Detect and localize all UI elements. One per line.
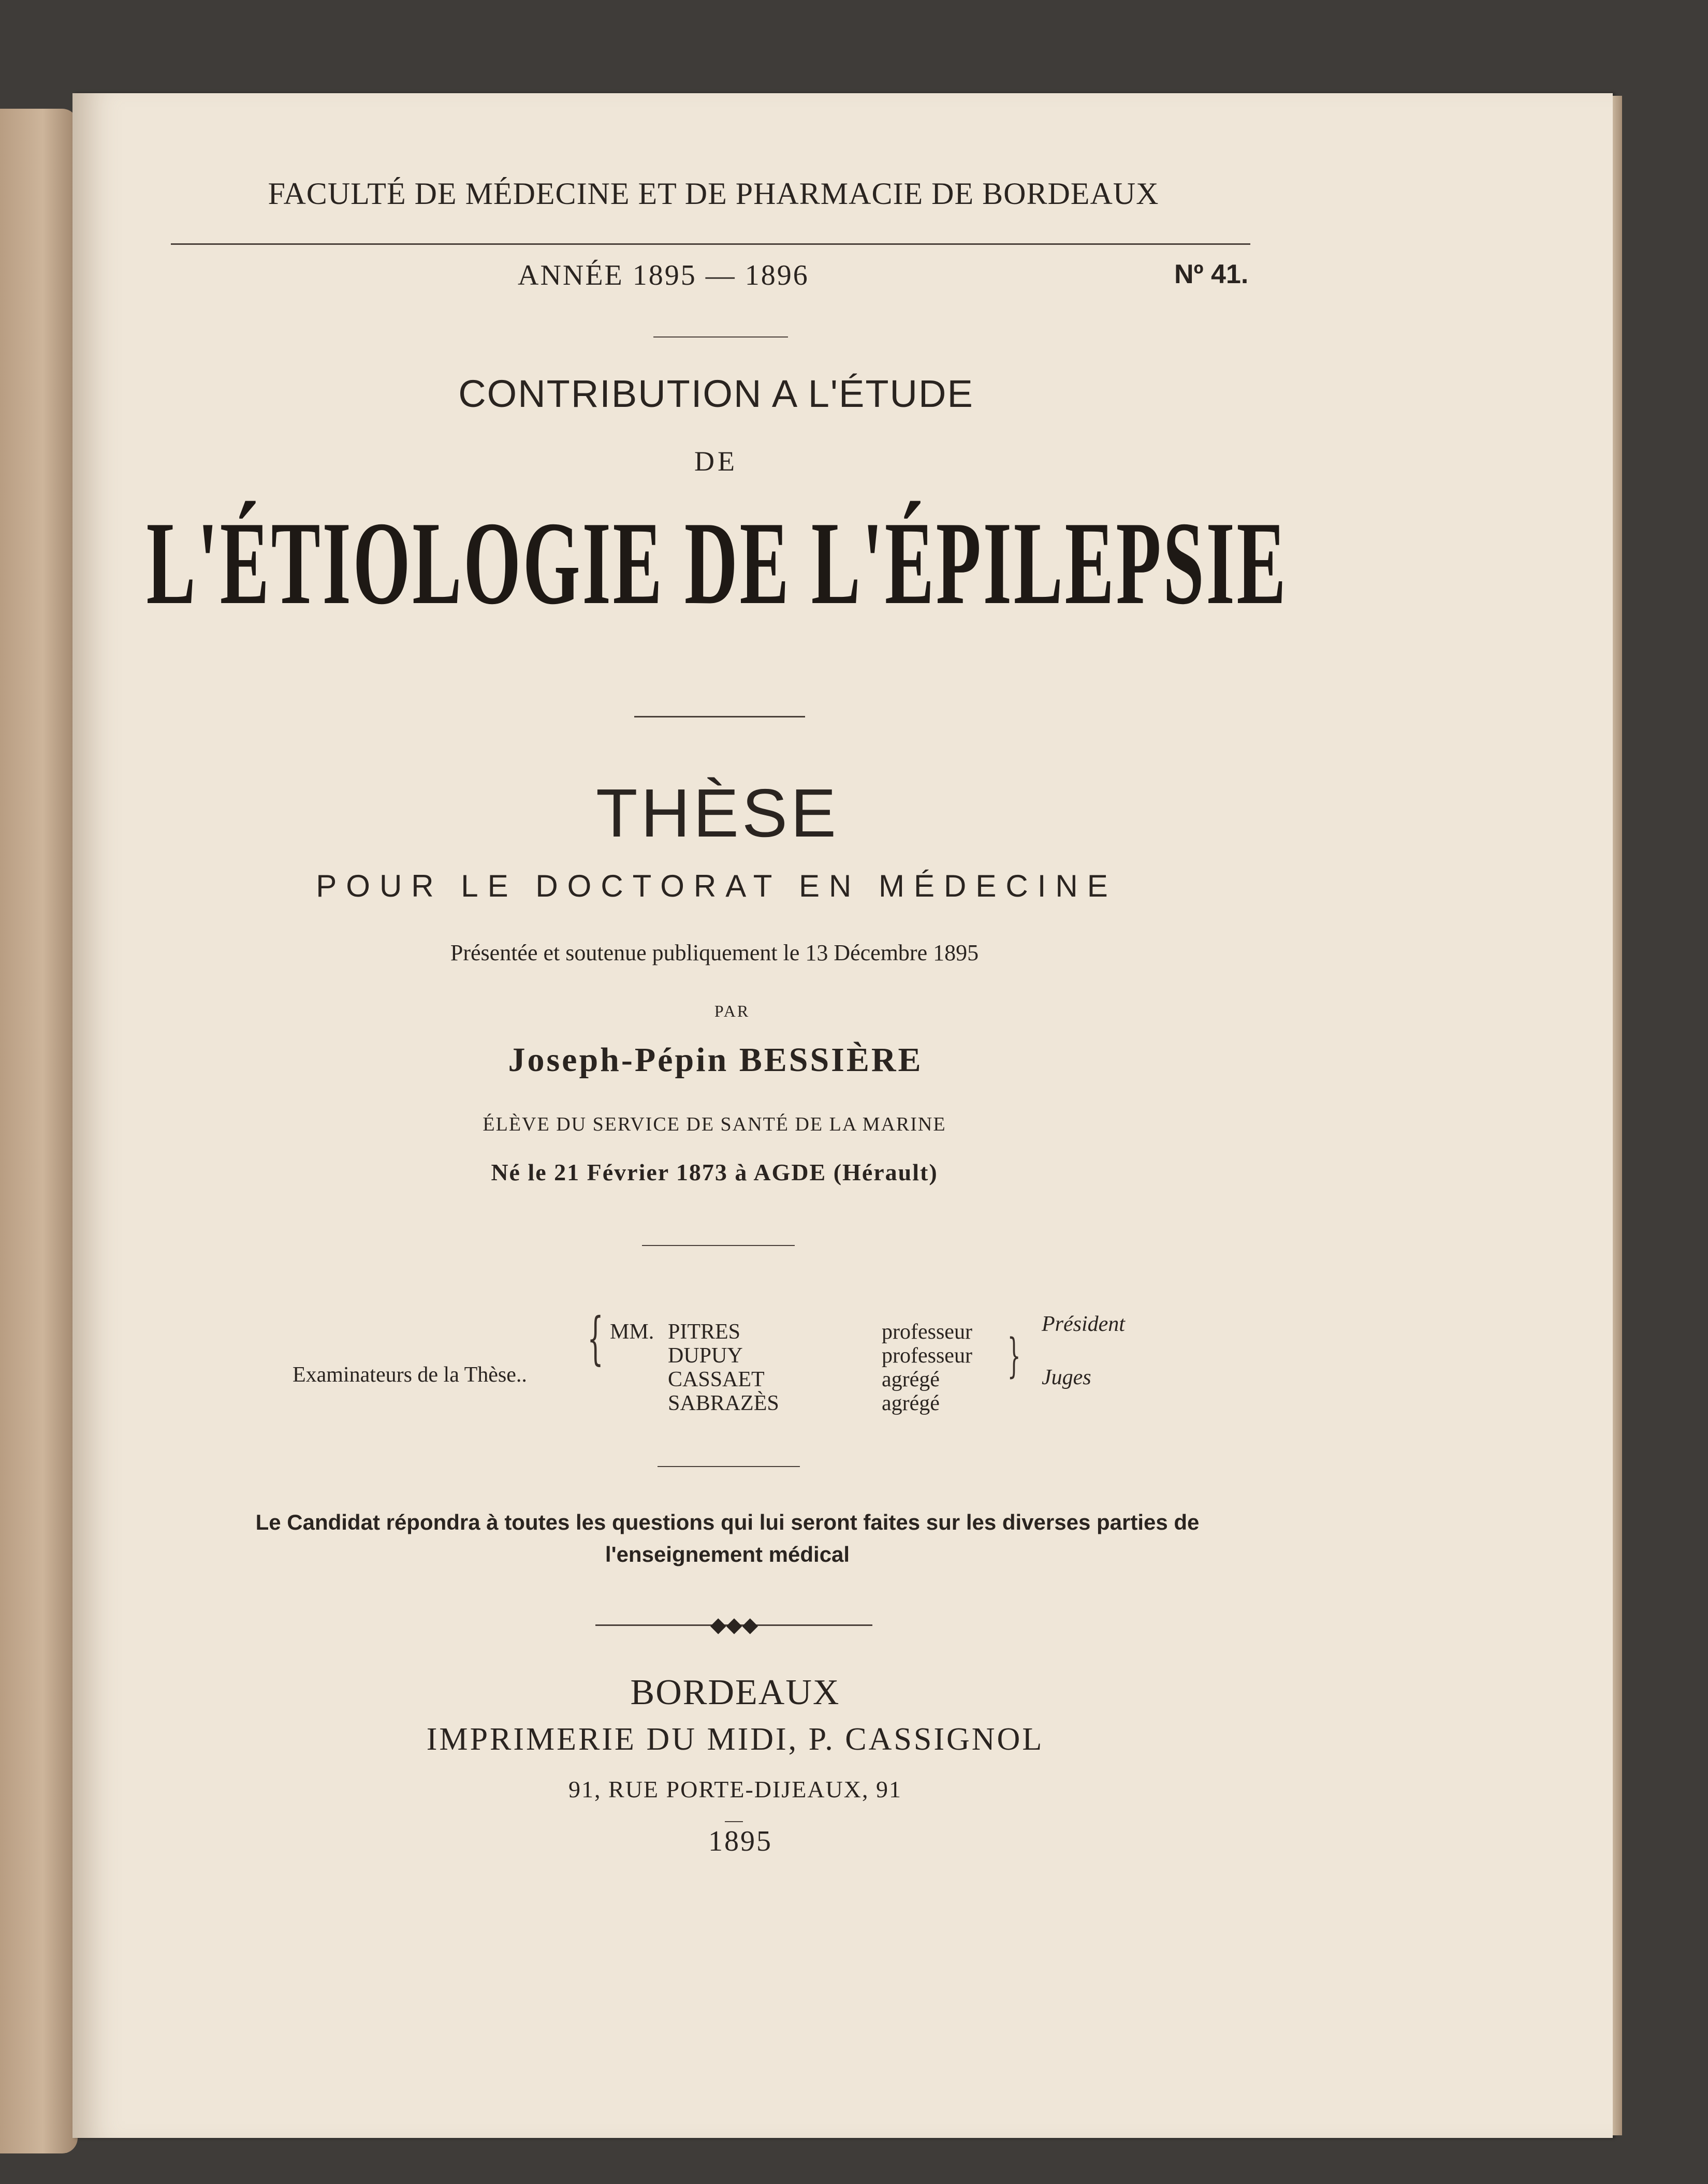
examiner-name: SABRAZÈS (668, 1391, 779, 1415)
imprint-address: 91, RUE PORTE-DIJEAUX, 91 (568, 1776, 902, 1802)
author-status: ÉLÈVE DU SERVICE DE SANTÉ DE LA MARINE (483, 1113, 946, 1135)
header-rule (171, 243, 1250, 245)
title-line-2: DE (694, 446, 738, 477)
role-judges: Juges (1042, 1366, 1091, 1389)
examiner-title: professeur (882, 1344, 972, 1368)
examiner-title: agrégé (882, 1391, 940, 1415)
examiner-title: agrégé (882, 1368, 940, 1391)
author-name: Joseph-Pépin BESSIÈRE (508, 1041, 923, 1079)
section-rule (658, 1466, 800, 1467)
ornament-icon: ◆◆◆ (710, 1613, 758, 1636)
doctorat-subtitle: POUR LE DOCTORAT EN MÉDECINE (316, 869, 1117, 903)
examiner-name: PITRES (668, 1320, 741, 1344)
imprint-year: 1895 (708, 1825, 772, 1857)
role-president: Président (1042, 1312, 1125, 1336)
imprint-printer: IMPRIMERIE DU MIDI, P. CASSIGNOL (426, 1722, 1044, 1757)
main-title: L'ÉTIOLOGIE DE L'ÉPILEPSIE (146, 497, 1288, 629)
left-brace: { (587, 1305, 604, 1371)
thesis-number: Nº 41. (1174, 259, 1249, 289)
presentation-date: Présentée et soutenue publiquement le 13 Décembre 1895 (450, 940, 979, 965)
title-rule (634, 716, 805, 717)
short-rule (653, 336, 788, 338)
candidate-notice: Le Candidat répondra à toutes les questions qui lui seront faites sur les diverses parties de l'enseignement médical (255, 1510, 1200, 1566)
title-line-1: CONTRIBUTION A L'ÉTUDE (458, 372, 974, 415)
examiners-label: Examinateurs de la Thèse.. (293, 1363, 527, 1387)
par-label: PAR (714, 1002, 750, 1020)
academic-year: ANNÉE 1895 — 1896 (518, 259, 809, 291)
right-brace: } (1007, 1329, 1021, 1383)
faculty-heading: FACULTÉ DE MÉDECINE ET DE PHARMACIE DE BORDEAUX (268, 177, 1159, 211)
author-birth: Né le 21 Février 1873 à AGDE (Hérault) (491, 1159, 938, 1185)
these-heading: THÈSE (595, 775, 840, 851)
page-edge (1613, 96, 1622, 2135)
year-dash (725, 1821, 743, 1822)
imprint-city: BORDEAUX (630, 1673, 840, 1712)
examiner-name: CASSAET (668, 1368, 765, 1391)
examiners-prefix: MM. (610, 1320, 654, 1344)
facing-page-edge (0, 109, 78, 2153)
examiner-titles (882, 1320, 972, 1415)
examiner-title: professeur (882, 1320, 972, 1344)
section-rule (642, 1245, 795, 1246)
examiner-names (668, 1320, 779, 1415)
examiner-name: DUPUY (668, 1344, 743, 1368)
